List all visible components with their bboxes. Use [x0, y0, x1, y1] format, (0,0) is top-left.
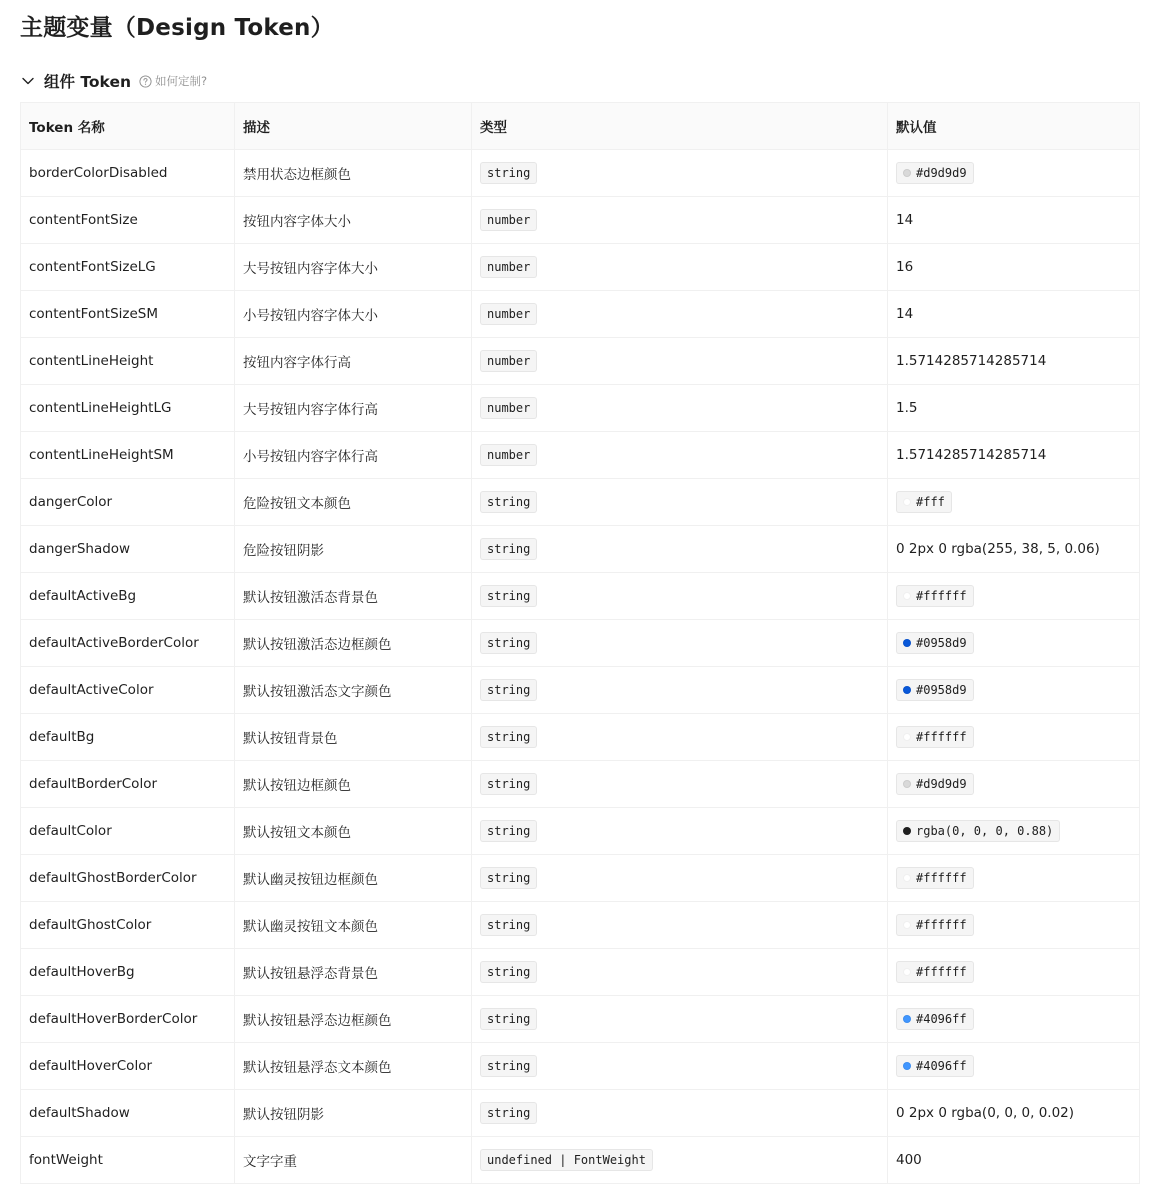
token-type-cell — [472, 432, 888, 479]
token-default-value-cell — [888, 197, 1140, 244]
section-header — [20, 68, 207, 94]
type-code-tag: number — [480, 256, 537, 278]
table-row — [21, 949, 1140, 996]
token-name-cell: defaultActiveBg — [21, 573, 235, 620]
color-value-text: #ffffff — [916, 965, 967, 979]
token-description-cell: 小号按钮内容字体大小 — [235, 291, 472, 338]
type-code-tag: string — [480, 1008, 537, 1030]
header-type: 类型 — [472, 103, 888, 150]
token-type-cell — [472, 667, 888, 714]
token-type-cell — [472, 197, 888, 244]
token-name-cell: defaultBg — [21, 714, 235, 761]
table-row — [21, 620, 1140, 667]
token-default-value-cell — [888, 291, 1140, 338]
token-type-cell — [472, 714, 888, 761]
token-description-cell: 大号按钮内容字体行高 — [235, 385, 472, 432]
type-code-tag: string — [480, 632, 537, 654]
color-value-text: #fff — [916, 495, 945, 509]
type-code-tag: string — [480, 961, 537, 983]
token-name-cell: fontWeight — [21, 1137, 235, 1184]
table-header-row — [21, 103, 1140, 150]
table-row — [21, 855, 1140, 902]
default-value-text: 0 2px 0 rgba(255, 38, 5, 0.06) — [896, 541, 1100, 557]
table-body — [21, 150, 1140, 1184]
token-default-value-cell — [888, 1043, 1140, 1090]
table-row — [21, 761, 1140, 808]
token-type-cell — [472, 808, 888, 855]
table-row — [21, 244, 1140, 291]
color-value-text: #0958d9 — [916, 683, 967, 697]
token-type-cell — [472, 996, 888, 1043]
default-value-text: 14 — [896, 212, 914, 228]
color-swatch — [903, 498, 911, 506]
token-description-cell: 文字字重 — [235, 1137, 472, 1184]
color-value-text: rgba(0, 0, 0, 0.88) — [916, 824, 1054, 838]
table-row — [21, 714, 1140, 761]
type-code-tag: string — [480, 726, 537, 748]
color-value-tag — [896, 679, 974, 701]
default-value-text: 16 — [896, 259, 914, 275]
token-name-cell: defaultShadow — [21, 1090, 235, 1137]
color-value-tag — [896, 632, 974, 654]
token-type-cell — [472, 150, 888, 197]
color-swatch — [903, 686, 911, 694]
token-name-cell: contentLineHeightLG — [21, 385, 235, 432]
type-code-tag: number — [480, 350, 537, 372]
table-row — [21, 902, 1140, 949]
token-type-cell — [472, 761, 888, 808]
color-value-tag — [896, 491, 952, 513]
type-code-tag: number — [480, 209, 537, 231]
token-type-cell — [472, 620, 888, 667]
color-swatch — [903, 874, 911, 882]
color-value-tag — [896, 1008, 974, 1030]
page-title: 主题变量（Design Token） — [20, 15, 334, 41]
token-table — [20, 102, 1140, 1184]
type-code-tag: undefined | FontWeight — [480, 1149, 653, 1171]
token-default-value-cell — [888, 949, 1140, 996]
color-swatch — [903, 639, 911, 647]
token-description-cell: 默认按钮激活态文字颜色 — [235, 667, 472, 714]
token-type-cell — [472, 338, 888, 385]
token-description-cell: 危险按钮阴影 — [235, 526, 472, 573]
default-value-text: 400 — [896, 1152, 922, 1168]
color-swatch — [903, 780, 911, 788]
token-name-cell: contentFontSizeSM — [21, 291, 235, 338]
token-name-cell: defaultHoverColor — [21, 1043, 235, 1090]
token-default-value-cell — [888, 667, 1140, 714]
header-description: 描述 — [235, 103, 472, 150]
token-name-cell: contentLineHeight — [21, 338, 235, 385]
color-swatch — [903, 1015, 911, 1023]
color-value-text: #ffffff — [916, 589, 967, 603]
token-default-value-cell — [888, 150, 1140, 197]
table-row — [21, 1043, 1140, 1090]
token-name-cell: borderColorDisabled — [21, 150, 235, 197]
token-default-value-cell — [888, 526, 1140, 573]
token-description-cell: 禁用状态边框颜色 — [235, 150, 472, 197]
color-value-text: #d9d9d9 — [916, 777, 967, 791]
color-value-text: #4096ff — [916, 1012, 967, 1026]
color-swatch — [903, 827, 911, 835]
table-row — [21, 385, 1140, 432]
color-value-text: #ffffff — [916, 871, 967, 885]
table-row — [21, 479, 1140, 526]
token-default-value-cell — [888, 385, 1140, 432]
token-description-cell: 默认幽灵按钮文本颜色 — [235, 902, 472, 949]
color-value-tag — [896, 961, 974, 983]
token-name-cell: contentFontSizeLG — [21, 244, 235, 291]
token-description-cell: 默认按钮文本颜色 — [235, 808, 472, 855]
type-code-tag: string — [480, 679, 537, 701]
color-swatch — [903, 169, 911, 177]
default-value-text: 1.5714285714285714 — [896, 353, 1047, 369]
token-description-cell: 默认按钮激活态背景色 — [235, 573, 472, 620]
token-name-cell: contentFontSize — [21, 197, 235, 244]
default-value-text: 1.5714285714285714 — [896, 447, 1047, 463]
type-code-tag: string — [480, 585, 537, 607]
token-description-cell: 默认按钮悬浮态文本颜色 — [235, 1043, 472, 1090]
token-description-cell: 默认按钮边框颜色 — [235, 761, 472, 808]
token-type-cell — [472, 1043, 888, 1090]
type-code-tag: string — [480, 538, 537, 560]
color-value-tag — [896, 726, 974, 748]
question-circle-icon — [139, 75, 152, 88]
token-type-cell — [472, 244, 888, 291]
token-type-cell — [472, 902, 888, 949]
color-value-tag — [896, 1055, 974, 1077]
table-row — [21, 996, 1140, 1043]
token-default-value-cell — [888, 620, 1140, 667]
color-value-tag — [896, 585, 974, 607]
color-value-tag — [896, 914, 974, 936]
default-value-text: 14 — [896, 306, 914, 322]
token-description-cell: 按钮内容字体行高 — [235, 338, 472, 385]
token-description-cell: 默认按钮阴影 — [235, 1090, 472, 1137]
type-code-tag: string — [480, 773, 537, 795]
token-description-cell: 危险按钮文本颜色 — [235, 479, 472, 526]
token-type-cell — [472, 1137, 888, 1184]
type-code-tag: string — [480, 914, 537, 936]
token-default-value-cell — [888, 714, 1140, 761]
type-code-tag: string — [480, 1102, 537, 1124]
token-type-cell — [472, 385, 888, 432]
token-type-cell — [472, 479, 888, 526]
token-default-value-cell — [888, 761, 1140, 808]
type-code-tag: string — [480, 162, 537, 184]
token-description-cell: 默认按钮悬浮态背景色 — [235, 949, 472, 996]
color-value-text: #0958d9 — [916, 636, 967, 650]
table-row — [21, 808, 1140, 855]
token-default-value-cell — [888, 1137, 1140, 1184]
type-code-tag: string — [480, 867, 537, 889]
color-value-text: #4096ff — [916, 1059, 967, 1073]
token-description-cell: 默认按钮背景色 — [235, 714, 472, 761]
token-name-cell: defaultHoverBorderColor — [21, 996, 235, 1043]
token-default-value-cell — [888, 432, 1140, 479]
color-swatch — [903, 733, 911, 741]
color-value-text: #ffffff — [916, 730, 967, 744]
color-value-tag — [896, 773, 974, 795]
type-code-tag: string — [480, 491, 537, 513]
token-description-cell: 大号按钮内容字体大小 — [235, 244, 472, 291]
token-name-cell: defaultHoverBg — [21, 949, 235, 996]
table-row — [21, 526, 1140, 573]
table-row — [21, 338, 1140, 385]
table-row — [21, 197, 1140, 244]
table-row — [21, 667, 1140, 714]
type-code-tag: string — [480, 1055, 537, 1077]
customize-help-link[interactable] — [139, 73, 207, 89]
token-description-cell: 默认按钮悬浮态边框颜色 — [235, 996, 472, 1043]
table-row — [21, 432, 1140, 479]
token-description-cell: 按钮内容字体大小 — [235, 197, 472, 244]
token-name-cell: dangerShadow — [21, 526, 235, 573]
token-name-cell: defaultActiveColor — [21, 667, 235, 714]
header-default-value: 默认值 — [888, 103, 1140, 150]
type-code-tag: number — [480, 397, 537, 419]
color-value-text: #ffffff — [916, 918, 967, 932]
table-row — [21, 150, 1140, 197]
token-type-cell — [472, 573, 888, 620]
color-swatch — [903, 592, 911, 600]
table-row — [21, 291, 1140, 338]
color-value-tag — [896, 820, 1060, 842]
token-name-cell: defaultActiveBorderColor — [21, 620, 235, 667]
token-type-cell — [472, 855, 888, 902]
chevron-down-icon[interactable] — [20, 73, 36, 89]
color-swatch — [903, 1062, 911, 1070]
section-title: 组件 Token — [44, 73, 131, 91]
token-default-value-cell — [888, 1090, 1140, 1137]
token-type-cell — [472, 526, 888, 573]
type-code-tag: string — [480, 820, 537, 842]
color-value-tag — [896, 867, 974, 889]
color-value-tag — [896, 162, 974, 184]
token-name-cell: defaultColor — [21, 808, 235, 855]
token-name-cell: defaultGhostColor — [21, 902, 235, 949]
token-name-cell: defaultGhostBorderColor — [21, 855, 235, 902]
token-default-value-cell — [888, 244, 1140, 291]
token-default-value-cell — [888, 996, 1140, 1043]
token-name-cell: defaultBorderColor — [21, 761, 235, 808]
help-label: 如何定制? — [155, 74, 208, 88]
table-row — [21, 1090, 1140, 1137]
header-token-name: Token 名称 — [21, 103, 235, 150]
token-description-cell: 默认按钮激活态边框颜色 — [235, 620, 472, 667]
token-default-value-cell — [888, 855, 1140, 902]
table-row — [21, 1137, 1140, 1184]
table-row — [21, 573, 1140, 620]
token-description-cell: 小号按钮内容字体行高 — [235, 432, 472, 479]
token-default-value-cell — [888, 479, 1140, 526]
token-type-cell — [472, 291, 888, 338]
type-code-tag: number — [480, 444, 537, 466]
token-type-cell — [472, 1090, 888, 1137]
color-value-text: #d9d9d9 — [916, 166, 967, 180]
token-default-value-cell — [888, 573, 1140, 620]
token-default-value-cell — [888, 338, 1140, 385]
token-description-cell: 默认幽灵按钮边框颜色 — [235, 855, 472, 902]
type-code-tag: number — [480, 303, 537, 325]
token-name-cell: dangerColor — [21, 479, 235, 526]
token-type-cell — [472, 949, 888, 996]
color-swatch — [903, 968, 911, 976]
default-value-text: 0 2px 0 rgba(0, 0, 0, 0.02) — [896, 1105, 1075, 1121]
token-name-cell: contentLineHeightSM — [21, 432, 235, 479]
default-value-text: 1.5 — [896, 400, 918, 416]
token-default-value-cell — [888, 902, 1140, 949]
color-swatch — [903, 921, 911, 929]
token-default-value-cell — [888, 808, 1140, 855]
